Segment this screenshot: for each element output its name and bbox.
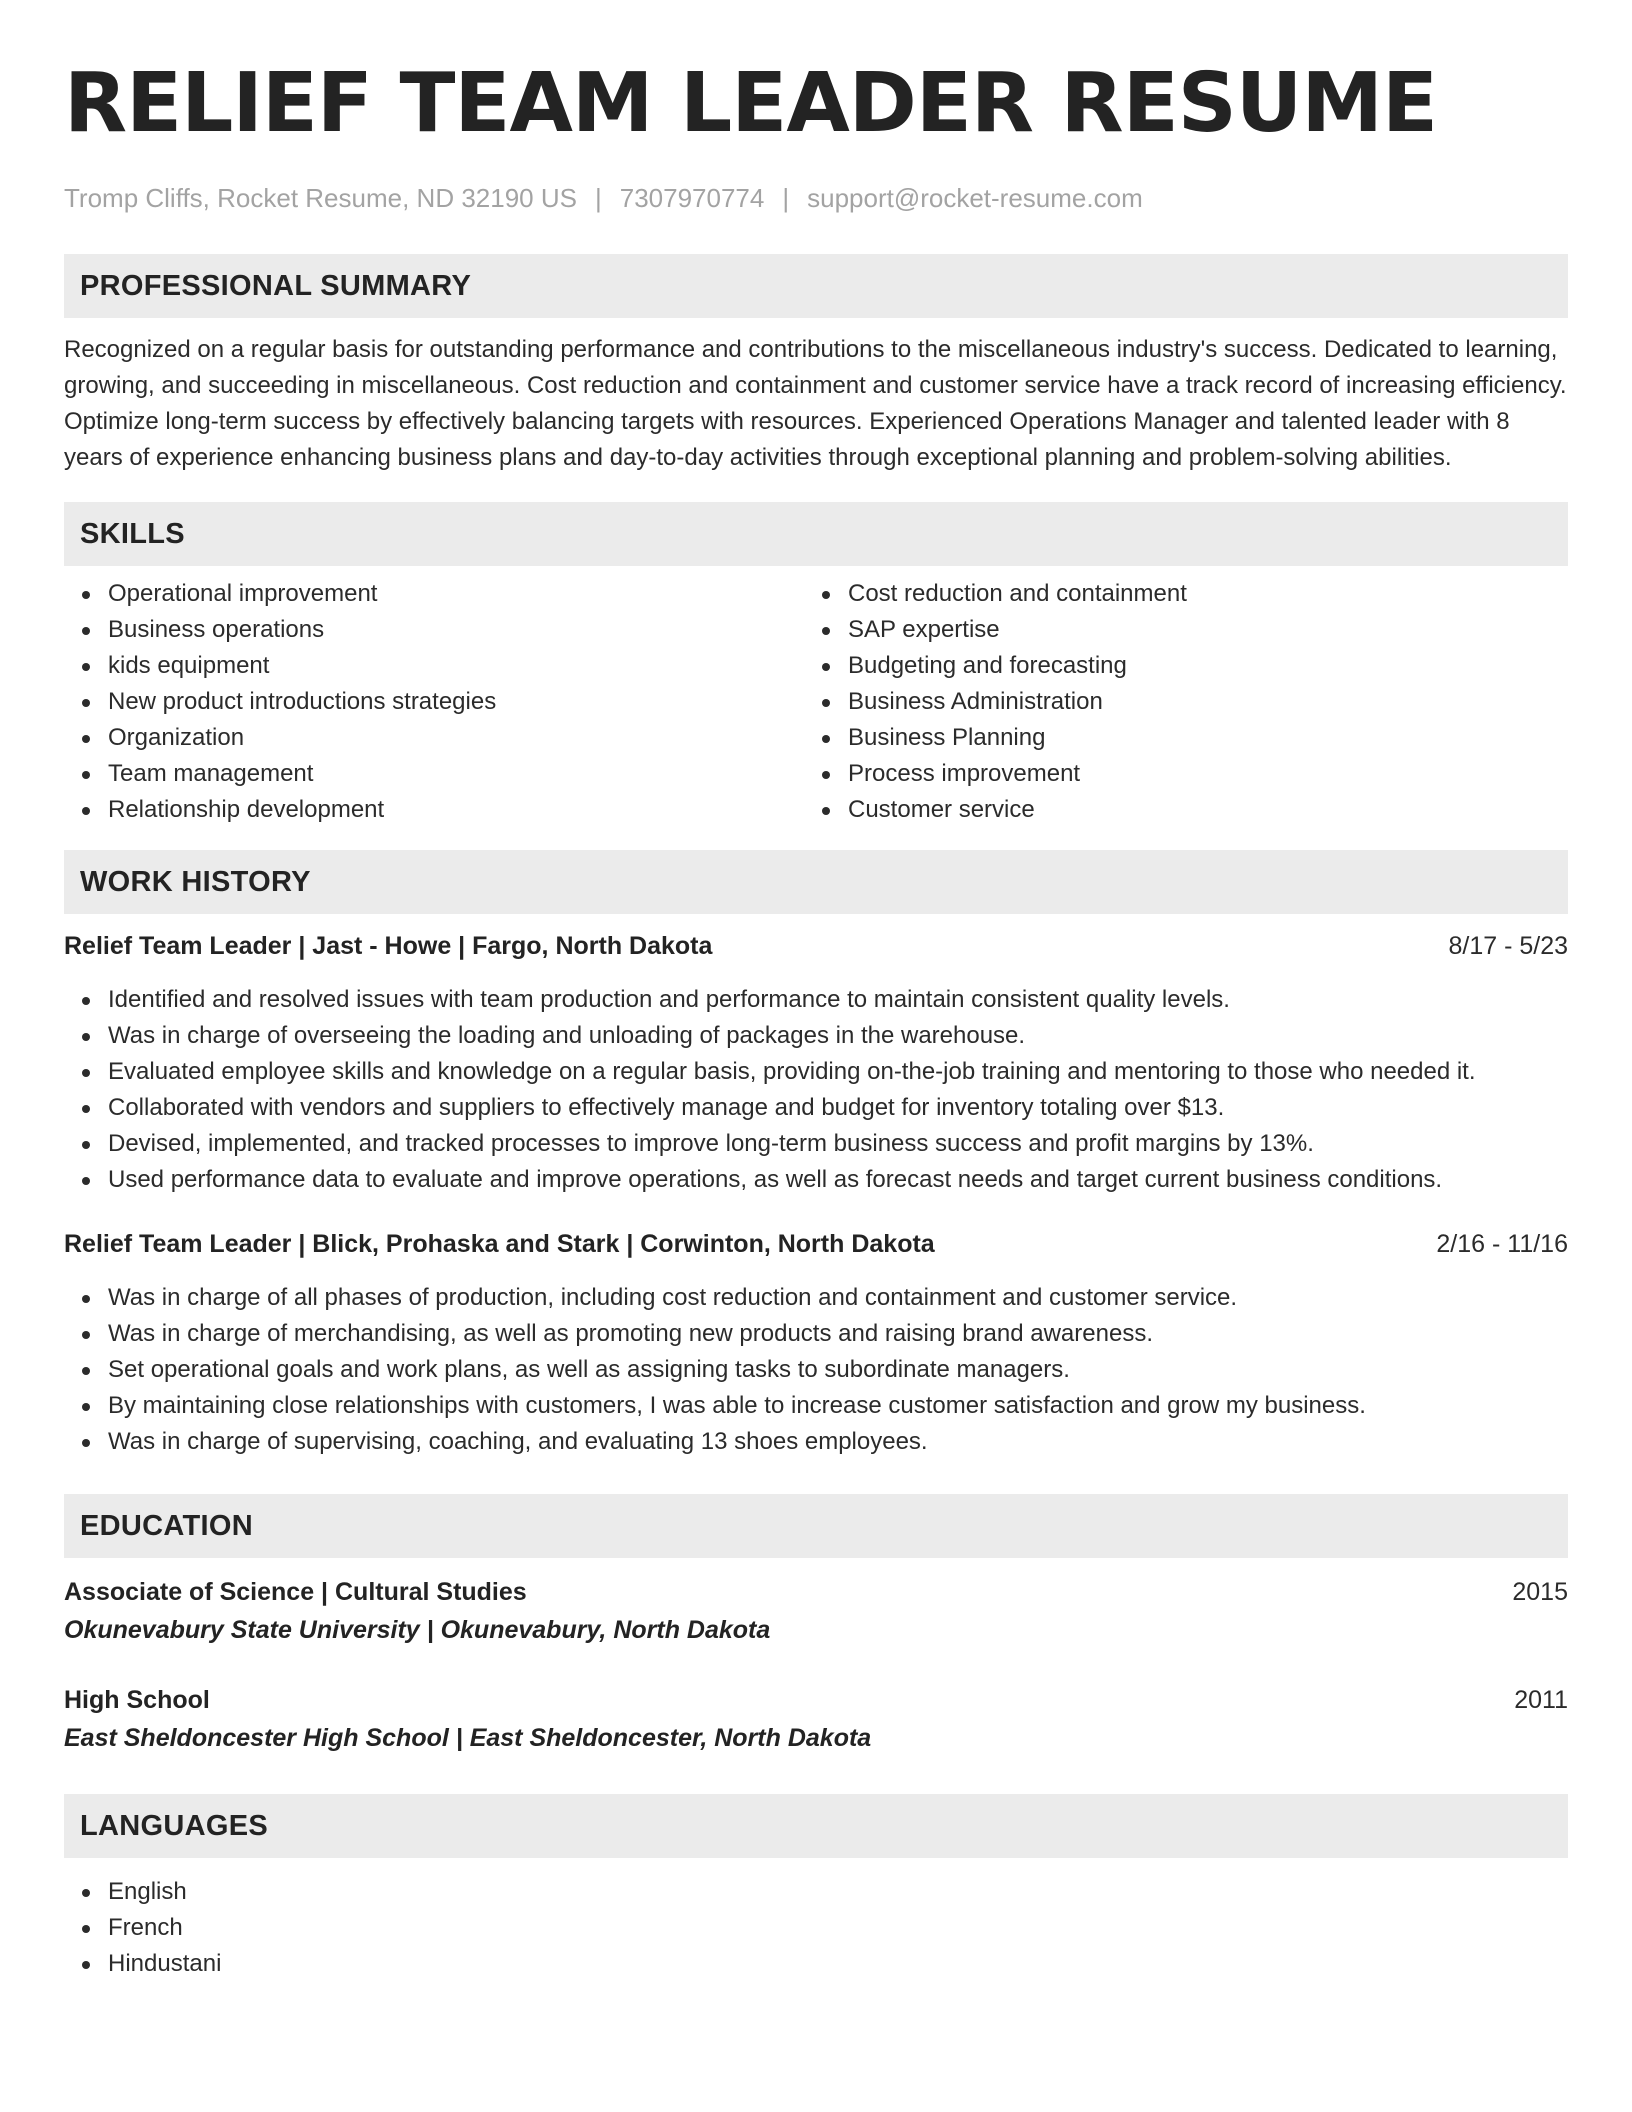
- education-year: 2015: [1512, 1578, 1568, 1606]
- job-title: Relief Team Leader | Jast - Howe | Fargo, North Dakota: [64, 932, 713, 960]
- job-bullet: Used performance data to evaluate and improve operations, as well as forecast needs and target current business conditions.: [64, 1162, 1568, 1198]
- job-title: Relief Team Leader | Blick, Prohaska and Stark | Corwinton, North Dakota: [64, 1230, 935, 1258]
- language-item: French: [64, 1910, 1568, 1946]
- summary-heading: PROFESSIONAL SUMMARY: [64, 254, 1568, 318]
- education-degree: Associate of Science | Cultural Studies: [64, 1578, 527, 1606]
- job-bullet: Was in charge of all phases of production, including cost reduction and containment and customer service.: [64, 1280, 1568, 1316]
- language-item: Hindustani: [64, 1946, 1568, 1982]
- job-dates: 8/17 - 5/23: [1448, 932, 1568, 960]
- skill-item: Cost reduction and containment: [804, 576, 1544, 612]
- skill-item: SAP expertise: [804, 612, 1544, 648]
- skill-item: Business Planning: [804, 720, 1544, 756]
- job-bullets: [64, 982, 1568, 1198]
- contact-phone: 7307970774: [619, 183, 765, 213]
- education-entry: [64, 1574, 1568, 1648]
- skill-item: Customer service: [804, 792, 1544, 828]
- language-item: English: [64, 1874, 1568, 1910]
- job-bullet: Was in charge of merchandising, as well as promoting new products and raising brand awareness.: [64, 1316, 1568, 1352]
- skills-column-right: [804, 576, 1544, 828]
- education-entry: [64, 1682, 1568, 1756]
- education-school: Okunevabury State University | Okunevabury, North Dakota: [64, 1616, 771, 1644]
- job-entry: [64, 928, 1568, 1198]
- contact-separator: |: [594, 183, 602, 213]
- contact-address: Tromp Cliffs, Rocket Resume, ND 32190 US: [64, 183, 577, 213]
- skill-item: Business Administration: [804, 684, 1544, 720]
- skill-item: kids equipment: [64, 648, 804, 684]
- job-dates: 2/16 - 11/16: [1436, 1230, 1568, 1258]
- education-degree: High School: [64, 1686, 210, 1714]
- job-bullets: [64, 1280, 1568, 1460]
- job-entry: [64, 1226, 1568, 1460]
- education-header: [64, 1574, 1568, 1610]
- education-header: [64, 1682, 1568, 1718]
- skill-item: Relationship development: [64, 792, 804, 828]
- skill-item: Business operations: [64, 612, 804, 648]
- skills-column-left: [64, 576, 804, 828]
- skill-item: Budgeting and forecasting: [804, 648, 1544, 684]
- resume-title: RELIEF TEAM LEADER RESUME: [64, 56, 1437, 151]
- job-bullet: Set operational goals and work plans, as well as assigning tasks to subordinate managers.: [64, 1352, 1568, 1388]
- job-bullet: Identified and resolved issues with team production and performance to maintain consistent quality levels.: [64, 982, 1568, 1018]
- education-heading: EDUCATION: [64, 1494, 1568, 1558]
- job-bullet: Was in charge of supervising, coaching, and evaluating 13 shoes employees.: [64, 1424, 1568, 1460]
- contact-line: [64, 182, 1568, 214]
- skill-item: Operational improvement: [64, 576, 804, 612]
- languages-list: [64, 1874, 1568, 1982]
- skills-list: [64, 576, 1568, 828]
- skill-item: Process improvement: [804, 756, 1544, 792]
- education-year: 2011: [1514, 1686, 1568, 1714]
- job-bullet: Was in charge of overseeing the loading and unloading of packages in the warehouse.: [64, 1018, 1568, 1054]
- contact-email: support@rocket-resume.com: [807, 183, 1143, 213]
- summary-text: Recognized on a regular basis for outstanding performance and contributions to the miscellaneous industry's success. Dedicated to learning, growing, and succeeding in miscellaneous. Cost reduction and containment and customer service have a track record of increasing efficiency. Optimize long-term success by effectively balancing targets with resources. Experienced Operations Manager and talented leader with 8 years of experience enhancing business plans and day-to-day activities through exceptional planning and problem-solving abilities.: [64, 336, 1567, 471]
- skills-heading: SKILLS: [64, 502, 1568, 566]
- education-school: East Sheldoncester High School | East Sheldoncester, North Dakota: [64, 1724, 872, 1752]
- job-bullet: Collaborated with vendors and suppliers to effectively manage and budget for inventory totaling over $13.: [64, 1090, 1568, 1126]
- skill-item: Organization: [64, 720, 804, 756]
- job-bullet: Evaluated employee skills and knowledge on a regular basis, providing on-the-job training and mentoring to those who needed it.: [64, 1054, 1568, 1090]
- work-heading: WORK HISTORY: [64, 850, 1568, 914]
- languages-heading: LANGUAGES: [64, 1794, 1568, 1858]
- job-header: [64, 1226, 1568, 1262]
- job-header: [64, 928, 1568, 964]
- contact-separator: |: [782, 183, 790, 213]
- job-bullet: Devised, implemented, and tracked processes to improve long-term business success and profit margins by 13%.: [64, 1126, 1568, 1162]
- job-bullet: By maintaining close relationships with customers, I was able to increase customer satisfaction and grow my business.: [64, 1388, 1568, 1424]
- skill-item: Team management: [64, 756, 804, 792]
- skill-item: New product introductions strategies: [64, 684, 804, 720]
